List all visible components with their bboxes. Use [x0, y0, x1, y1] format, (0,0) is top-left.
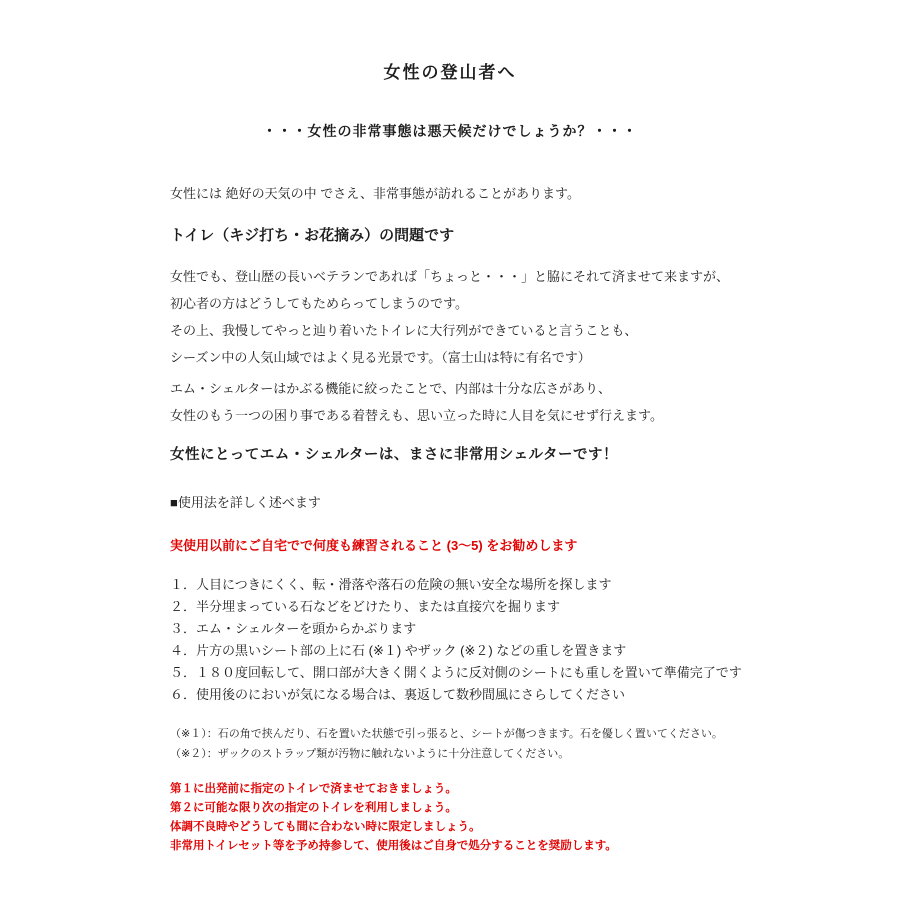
- paragraph-line: シーズン中の人気山域ではよく見る光景です。（富士山は特に有名です）: [170, 350, 591, 365]
- usage-steps-list: [170, 574, 742, 706]
- practice-notice: 実使用以前にご自宅でで何度も練習されること (3～5) をお勧めします: [170, 538, 578, 553]
- document-page: [170, 0, 742, 856]
- page-title: 女性の登山者へ: [383, 63, 517, 82]
- footnotes: [170, 724, 730, 764]
- notice-line: 体調不良時やどうしても間に合わない時に限定しましょう。: [170, 821, 481, 833]
- page-subtitle: ・・・女性の非常事態は悪天候だけでしょうか？・・・: [262, 123, 638, 139]
- notice-line: 第１に出発前に指定のトイレで済ませておきましょう。: [170, 783, 457, 795]
- paragraph-line: 女性でも、登山歴の長いベテランであれば「ちょっと・・・」と脇にそれて済ませて来ますが、: [170, 269, 730, 284]
- paragraph-line: その上、我慢してやっと辿り着いたトイレに大行列ができていると言うことも、: [170, 323, 638, 338]
- usage-step: ５．１８０度回転して、開口部が大きく開くように反対側のシートにも重しを置いて準備完了です: [170, 665, 742, 680]
- usage-step: １．人目につきにくく、転・滑落や落石の危険の無い安全な場所を探します: [170, 577, 612, 592]
- intro-text: 女性には 絶好の天気の中 でさえ、非常事態が訪れることがあります。: [170, 186, 580, 201]
- usage-step: ３．エム・シェルターを頭からかぶります: [170, 621, 417, 636]
- usage-step: ２．半分埋まっている石などをどけたり、または直接穴を掘ります: [170, 599, 561, 614]
- toilet-problem-heading: トイレ（キジ打ち・お花摘み）の問題です: [170, 227, 455, 244]
- footnote: （※１）：石の角で挟んだり、石を置いた状態で引っ張ると、シートが傷つきます。石を優しく置いてください。: [170, 728, 723, 740]
- paragraph-veteran: [170, 263, 730, 371]
- usage-step: ４．片方の黒いシート部の上に石 (※１) やザック (※２) などの重しを置きます: [170, 643, 627, 658]
- paragraph-line: エム・シェルターはかぶる機能に絞ったことで、内部は十分な広さがあり、: [170, 381, 611, 396]
- paragraph-line: 初心者の方はどうしてもためらってしまうのです。: [170, 296, 468, 311]
- toilet-etiquette-notice: [170, 780, 730, 856]
- paragraph-shelter: [170, 375, 730, 429]
- notice-line: 第２に可能な限り次の指定のトイレを利用しましょう。: [170, 802, 457, 814]
- notice-line: 非常用トイレセット等を予め持参して、使用後はご自身で処分することを奨励します。: [170, 840, 617, 852]
- usage-step: ６．使用後のにおいが気になる場合は、裏返して数秒間風にさらしてください: [170, 687, 626, 702]
- shelter-statement: 女性にとってエム・シェルターは、まさに非常用シェルターです！: [170, 447, 618, 463]
- paragraph-line: 女性のもう一つの困り事である着替えも、思い立った時に人目を気にせず行えます。: [170, 408, 663, 423]
- usage-section-heading: ■使用法を詳しく述べます: [170, 495, 321, 510]
- footnote: （※２）：ザックのストラップ類が汚物に触れないように十分注意してください。: [170, 748, 570, 760]
